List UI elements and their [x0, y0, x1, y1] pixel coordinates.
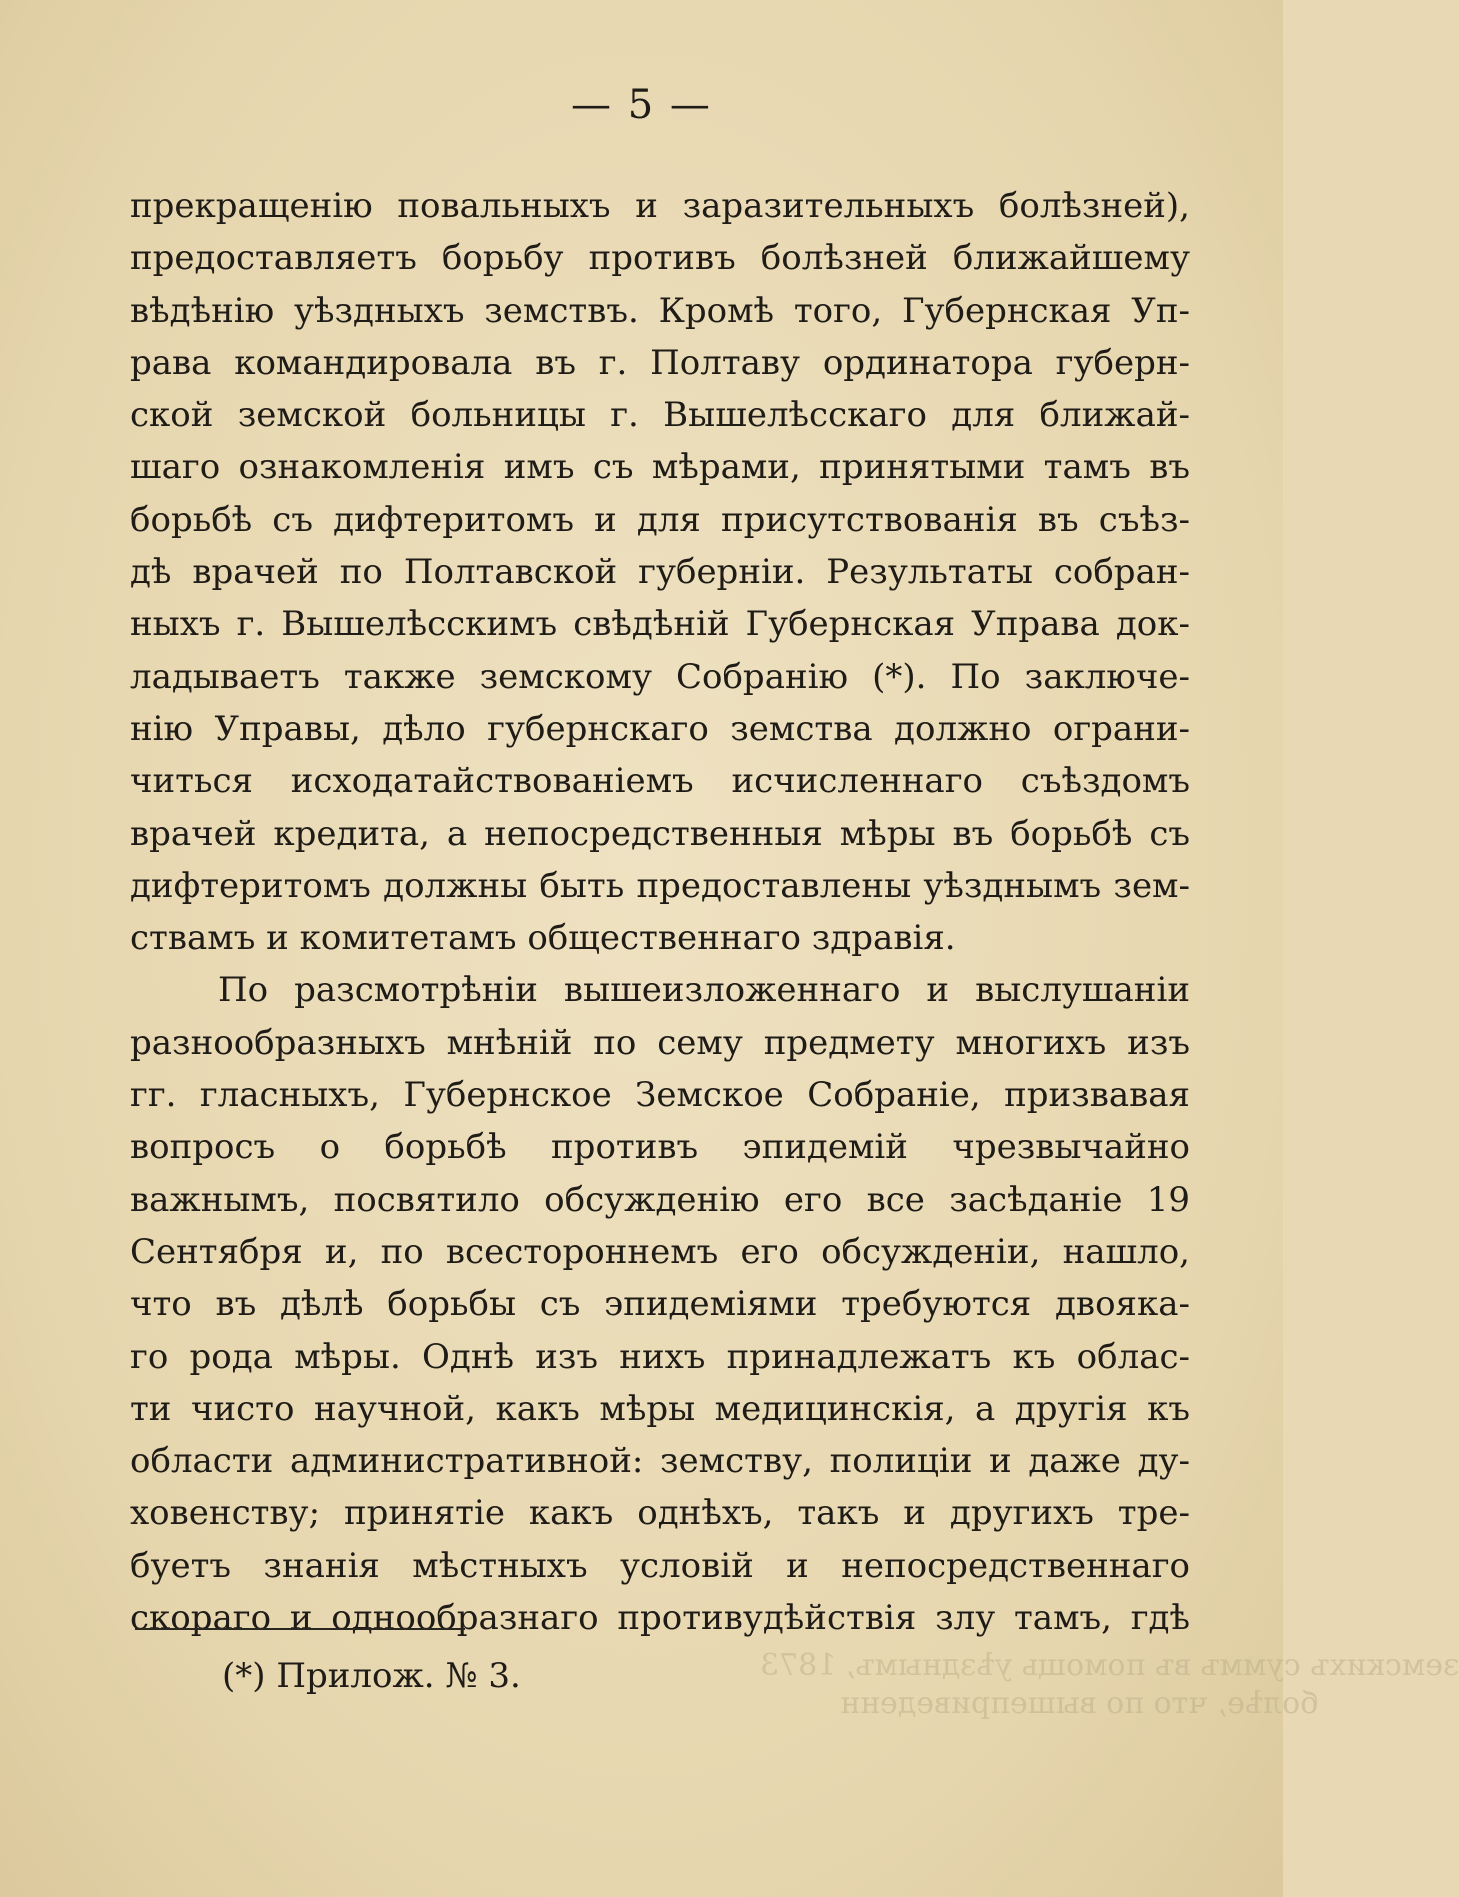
- paragraph-start-line: По разсмотрѣніи вышеизложеннаго и выслушаніи: [218, 970, 1190, 1011]
- text-line: ладываетъ также земскому Собранію (*). По заключе-: [130, 656, 1190, 697]
- text-line: вѣдѣнію уѣздныхъ земствъ. Кромѣ того, Губернская Уп-: [130, 290, 1190, 331]
- text-line: вопросъ о борьбѣ противъ эпидемій чрезвычайно: [130, 1127, 1190, 1168]
- text-line: борьбѣ съ дифтеритомъ и для присутствованія въ съѣз-: [130, 499, 1190, 540]
- text-line: шаго ознакомленія имъ съ мѣрами, принятыми тамъ въ: [130, 447, 1190, 488]
- page-number: — 5 —: [571, 82, 712, 128]
- text-line: ствамъ и комитетамъ общественнаго здравія.: [130, 918, 956, 959]
- text-line: что въ дѣлѣ борьбы съ эпидеміями требуются двояка-: [130, 1284, 1190, 1325]
- text-line: дифтеритомъ должны быть предоставлены уѣзднымъ зем-: [130, 865, 1190, 906]
- text-line: читься исходатайствованіемъ исчисленнаго съѣздомъ: [130, 761, 1190, 802]
- text-line: Сентября и, по всестороннемъ его обсужденіи, нашло,: [130, 1231, 1190, 1272]
- bleed-through-text-2: болѣе, что по вышеприведенн: [840, 1686, 1319, 1721]
- text-line: ти чисто научной, какъ мѣры медицинскія, а другія къ: [130, 1388, 1190, 1429]
- body-text: [130, 180, 1190, 1644]
- footnote-rule: [135, 1628, 465, 1630]
- text-line: нію Управы, дѣло губернскаго земства должно ограни-: [130, 708, 1190, 749]
- bleed-through-text-1: земскихъ суммъ въ помощь уѣзднымъ, 1873: [760, 1648, 1459, 1683]
- text-line: предоставляетъ борьбу противъ болѣзней ближайшему: [130, 238, 1190, 279]
- text-line: ской земской больницы г. Вышелѣсскаго для ближай-: [130, 395, 1190, 436]
- text-line: го рода мѣры. Однѣ изъ нихъ принадлежатъ къ облас-: [130, 1336, 1190, 1377]
- text-line: дѣ врачей по Полтавской губерніи. Результаты собран-: [130, 552, 1190, 593]
- text-line: врачей кредита, а непосредственныя мѣры въ борьбѣ съ: [130, 813, 1190, 854]
- text-line: рава командировала въ г. Полтаву ординатора губерн-: [130, 342, 1190, 383]
- text-line: ховенству; принятіе какъ однѣхъ, такъ и другихъ тре-: [130, 1493, 1190, 1534]
- text-line: скораго и однообразнаго противудѣйствія злу тамъ, гдѣ: [130, 1598, 1190, 1639]
- text-line: области административной: земству, полиціи и даже ду-: [130, 1441, 1190, 1482]
- text-line: гг. гласныхъ, Губернское Земское Собраніе, призвавая: [130, 1075, 1190, 1116]
- text-line: важнымъ, посвятило обсужденію его все засѣданіе 19: [130, 1179, 1190, 1220]
- text-line: разнообразныхъ мнѣній по сему предмету многихъ изъ: [130, 1022, 1190, 1063]
- footnote: (*) Прилож. № 3.: [222, 1656, 521, 1696]
- text-line: буетъ знанія мѣстныхъ условій и непосредственнаго: [130, 1545, 1190, 1586]
- text-line: ныхъ г. Вышелѣсскимъ свѣдѣній Губернская Управа док-: [130, 604, 1190, 645]
- text-line: прекращенію повальныхъ и заразительныхъ болѣзней),: [130, 186, 1190, 226]
